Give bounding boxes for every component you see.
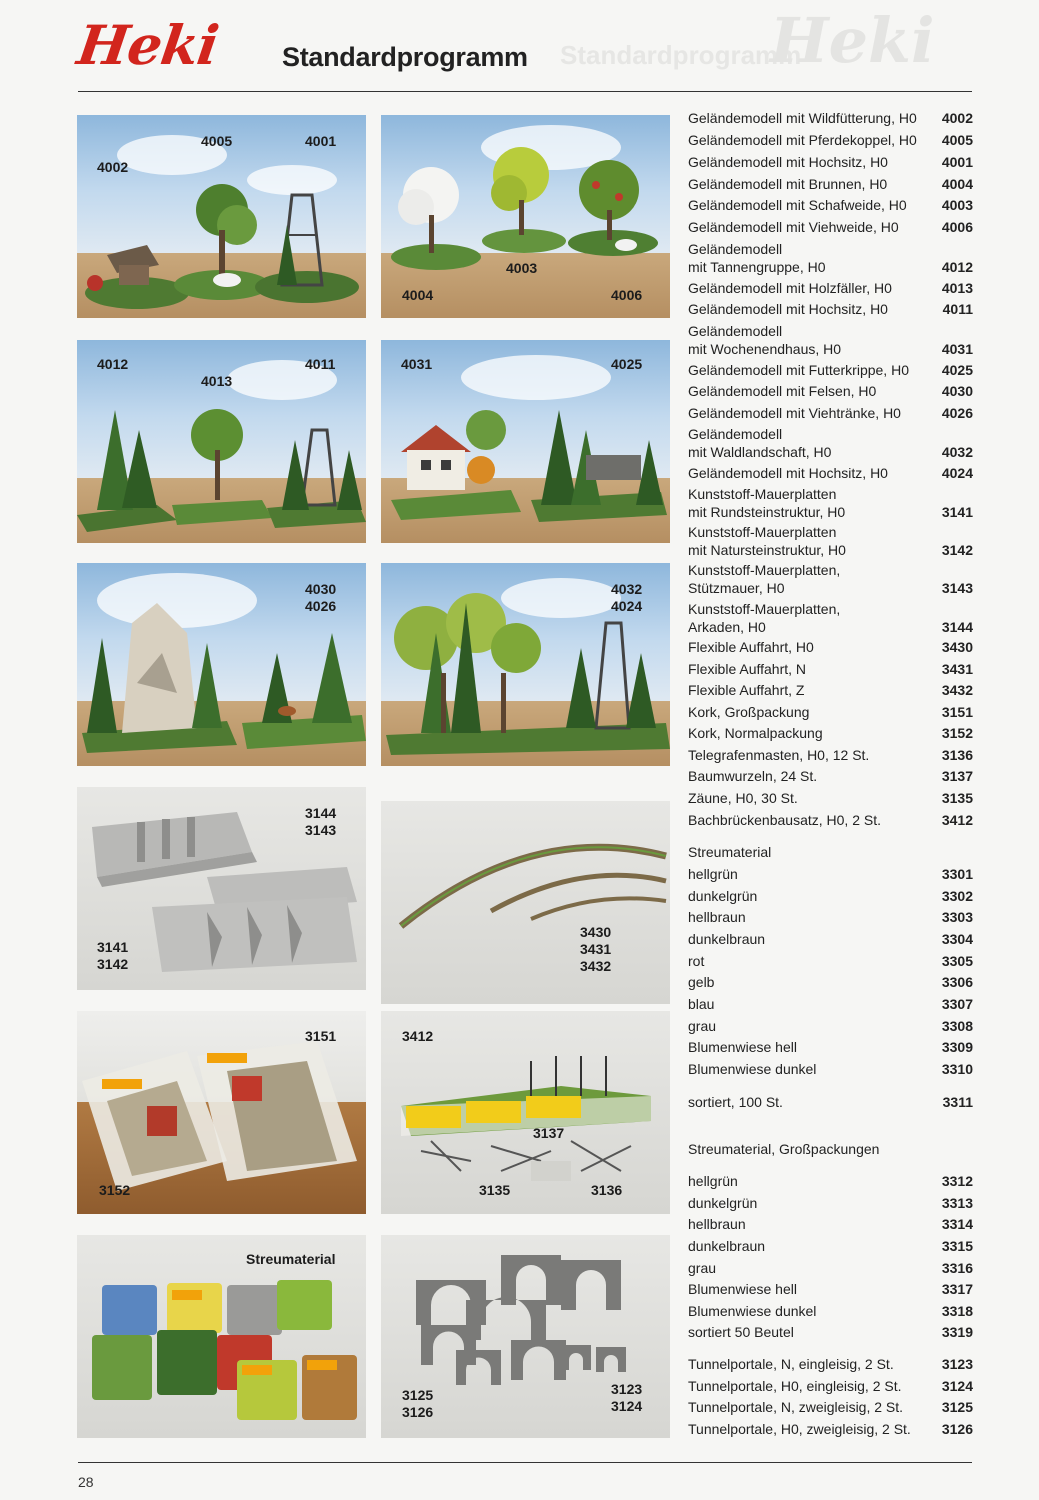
item-number: 4004 bbox=[941, 176, 973, 192]
item-number: 4025 bbox=[941, 362, 973, 378]
item-name-line2: mit Waldlandschaft, H0 bbox=[688, 444, 832, 460]
item-number: 3317 bbox=[941, 1281, 973, 1297]
item-name: Geländemodell bbox=[688, 241, 783, 257]
item-number: 4005 bbox=[941, 132, 973, 148]
item-number: 4024 bbox=[941, 465, 973, 481]
item-name: Telegrafenmasten, H0, 12 St. bbox=[688, 747, 870, 763]
label-4032-4024 bbox=[611, 581, 642, 615]
item-name: Kork, Normalpackung bbox=[688, 725, 823, 741]
item-number: 4003 bbox=[941, 197, 973, 213]
label-4030: 4030 bbox=[305, 581, 337, 597]
item-name: Geländemodell mit Viehtränke, H0 bbox=[688, 405, 901, 421]
item-name: hellbraun bbox=[688, 909, 746, 925]
top-rule bbox=[78, 91, 972, 92]
item-number: 3125 bbox=[941, 1399, 973, 1415]
label-4012: 4012 bbox=[97, 356, 129, 372]
item-number: 4006 bbox=[941, 219, 973, 235]
item-name: dunkelgrün bbox=[688, 888, 758, 904]
label-4001: 4001 bbox=[305, 133, 337, 149]
item-name: Blumenwiese dunkel bbox=[688, 1061, 817, 1077]
label-3430: 3430 bbox=[580, 924, 612, 940]
ghost-title-watermark: Standardprogramm bbox=[560, 40, 802, 70]
photo-3151-3152 bbox=[77, 1011, 366, 1214]
label-3124: 3124 bbox=[611, 1398, 643, 1414]
item-number: 3412 bbox=[941, 812, 973, 828]
section-heading-grosspackungen: Streumaterial, Großpackungen bbox=[688, 1141, 880, 1157]
item-name-line2: Arkaden, H0 bbox=[688, 619, 766, 635]
photo-4002-4005-4001 bbox=[77, 115, 366, 318]
label-4030-4026 bbox=[305, 581, 336, 615]
label-4002: 4002 bbox=[97, 159, 129, 175]
item-number: 4012 bbox=[941, 259, 973, 275]
item-name: Geländemodell mit Holzfäller, H0 bbox=[688, 280, 892, 296]
item-number: 3306 bbox=[941, 974, 973, 990]
item-number: 4032 bbox=[941, 444, 973, 460]
label-3123: 3123 bbox=[611, 1381, 643, 1397]
item-number: 3307 bbox=[941, 996, 973, 1012]
list-item bbox=[688, 239, 973, 277]
item-name: Blumenwiese dunkel bbox=[688, 1303, 817, 1319]
label-4011: 4011 bbox=[305, 356, 336, 372]
label-3143: 3143 bbox=[305, 822, 337, 838]
item-name: grau bbox=[688, 1260, 717, 1276]
item-name: Tunnelportale, H0, eingleisig, 2 St. bbox=[688, 1378, 902, 1394]
item-name: Zäune, H0, 30 St. bbox=[688, 790, 798, 806]
item-name: Kunststoff-Mauerplatten bbox=[688, 486, 837, 502]
item-name: hellbraun bbox=[688, 1216, 746, 1232]
item-name: Geländemodell mit Pferdekoppel, H0 bbox=[688, 132, 917, 148]
item-number: 3316 bbox=[941, 1260, 973, 1276]
label-3135: 3135 bbox=[479, 1182, 511, 1198]
label-3144: 3144 bbox=[305, 805, 337, 821]
label-3137: 3137 bbox=[533, 1125, 565, 1141]
item-name-line2: mit Wochenendhaus, H0 bbox=[688, 341, 842, 357]
label-3125: 3125 bbox=[402, 1387, 434, 1403]
label-3123-3124 bbox=[611, 1381, 642, 1415]
label-3141-3142 bbox=[97, 939, 128, 973]
item-number: 3319 bbox=[941, 1324, 973, 1340]
item-number: 3431 bbox=[941, 661, 973, 677]
item-name: Tunnelportale, N, zweigleisig, 2 St. bbox=[688, 1399, 904, 1415]
photo-3144-3143-3141-3142 bbox=[77, 787, 366, 990]
item-name: Tunnelportale, H0, zweigleisig, 2 St. bbox=[688, 1421, 911, 1437]
label-3144-3143 bbox=[305, 805, 336, 839]
item-name: Geländemodell mit Schafweide, H0 bbox=[688, 197, 907, 213]
item-number: 3308 bbox=[941, 1018, 973, 1034]
item-number: 3305 bbox=[941, 953, 973, 969]
photo-4032-4024 bbox=[381, 563, 670, 766]
item-name: sortiert 50 Beutel bbox=[688, 1324, 794, 1340]
item-number: 3144 bbox=[941, 619, 973, 635]
item-number: 3124 bbox=[941, 1378, 973, 1394]
page-title: Standardprogramm bbox=[282, 42, 528, 72]
item-name: Kunststoff-Mauerplatten, bbox=[688, 601, 841, 617]
item-name: grau bbox=[688, 1018, 717, 1034]
item-number: 3314 bbox=[941, 1216, 973, 1232]
label-4013: 4013 bbox=[201, 373, 233, 389]
label-4003: 4003 bbox=[506, 260, 538, 276]
label-4025: 4025 bbox=[611, 356, 643, 372]
item-name: sortiert, 100 St. bbox=[688, 1094, 783, 1110]
label-4005: 4005 bbox=[201, 133, 233, 149]
list-item bbox=[688, 522, 973, 560]
item-number: 3302 bbox=[941, 888, 973, 904]
label-3412: 3412 bbox=[402, 1028, 434, 1044]
item-name: hellgrün bbox=[688, 1173, 738, 1189]
item-number: 3141 bbox=[941, 504, 973, 520]
photo-4031-4025 bbox=[381, 340, 670, 543]
label-4026: 4026 bbox=[305, 598, 337, 614]
item-name: Geländemodell mit Felsen, H0 bbox=[688, 383, 877, 399]
item-name: dunkelgrün bbox=[688, 1195, 758, 1211]
label-3136: 3136 bbox=[591, 1182, 623, 1198]
item-number: 3432 bbox=[941, 682, 973, 698]
item-number: 4002 bbox=[941, 110, 973, 126]
item-number: 3309 bbox=[941, 1039, 973, 1055]
item-number: 3315 bbox=[941, 1238, 973, 1254]
item-number: 4026 bbox=[941, 405, 973, 421]
label-4032: 4032 bbox=[611, 581, 643, 597]
photo-streumaterial bbox=[77, 1235, 366, 1438]
item-number: 4001 bbox=[941, 154, 973, 170]
item-number: 4031 bbox=[941, 341, 973, 357]
item-name-line2: mit Natursteinstruktur, H0 bbox=[688, 542, 846, 558]
label-3151: 3151 bbox=[305, 1028, 337, 1044]
item-number: 3143 bbox=[941, 580, 973, 596]
item-number: 3142 bbox=[941, 542, 973, 558]
item-number: 4011 bbox=[942, 301, 973, 317]
flexible-ramps-scene bbox=[381, 801, 670, 1004]
heki-logo: Heki bbox=[73, 13, 222, 77]
list-item bbox=[688, 484, 973, 522]
item-number: 3151 bbox=[941, 704, 973, 720]
item-name: Geländemodell mit Futterkrippe, H0 bbox=[688, 362, 909, 378]
photo-4003-4004-4006 bbox=[381, 115, 670, 318]
item-number: 3303 bbox=[941, 909, 973, 925]
label-3142: 3142 bbox=[97, 956, 129, 972]
label-4006: 4006 bbox=[611, 287, 643, 303]
page-header bbox=[0, 0, 1039, 95]
item-name: Geländemodell mit Hochsitz, H0 bbox=[688, 465, 888, 481]
item-number: 3311 bbox=[942, 1094, 973, 1110]
item-name: dunkelbraun bbox=[688, 931, 766, 947]
item-name: Geländemodell mit Brunnen, H0 bbox=[688, 176, 888, 192]
photo-3125-3126-3123-3124 bbox=[381, 1235, 670, 1438]
item-name: Geländemodell mit Viehweide, H0 bbox=[688, 219, 899, 235]
item-number: 3318 bbox=[941, 1303, 973, 1319]
label-3430-3431-3432 bbox=[580, 924, 611, 975]
photo-3430-3431-3432 bbox=[381, 801, 670, 1004]
ghost-logo-watermark: Heki bbox=[770, 4, 935, 77]
item-name-line2: mit Rundsteinstruktur, H0 bbox=[688, 504, 846, 520]
item-name: Kork, Großpackung bbox=[688, 704, 810, 720]
item-name: Geländemodell bbox=[688, 323, 783, 339]
item-number: 4030 bbox=[941, 383, 973, 399]
item-name: Geländemodell mit Hochsitz, H0 bbox=[688, 301, 888, 317]
label-streumaterial: Streumaterial bbox=[246, 1251, 336, 1267]
item-name: dunkelbraun bbox=[688, 1238, 766, 1254]
list-item bbox=[688, 560, 973, 598]
label-4004: 4004 bbox=[402, 287, 434, 303]
item-name: Kunststoff-Mauerplatten bbox=[688, 524, 837, 540]
list-item bbox=[688, 424, 973, 462]
item-number: 3301 bbox=[941, 866, 973, 882]
bottom-rule bbox=[78, 1462, 972, 1463]
item-number: 3126 bbox=[941, 1421, 973, 1437]
label-4031: 4031 bbox=[401, 356, 433, 372]
item-name: Flexible Auffahrt, H0 bbox=[688, 639, 814, 655]
section-heading-streumaterial: Streumaterial bbox=[688, 844, 772, 860]
label-3152: 3152 bbox=[99, 1182, 131, 1198]
item-name: Tunnelportale, N, eingleisig, 2 St. bbox=[688, 1356, 894, 1372]
item-name-line2: Stützmauer, H0 bbox=[688, 580, 785, 596]
item-number: 3312 bbox=[941, 1173, 973, 1189]
item-name: Flexible Auffahrt, N bbox=[688, 661, 807, 677]
page-number: 28 bbox=[78, 1474, 94, 1490]
item-name-line2: mit Tannengruppe, H0 bbox=[688, 259, 826, 275]
photo-4030-4026 bbox=[77, 563, 366, 766]
item-name: Kunststoff-Mauerplatten, bbox=[688, 562, 841, 578]
label-4024: 4024 bbox=[611, 598, 643, 614]
item-name: Blumenwiese hell bbox=[688, 1281, 797, 1297]
label-3125-3126 bbox=[402, 1387, 433, 1421]
item-name: Geländemodell mit Wildfütterung, H0 bbox=[688, 110, 917, 126]
item-number: 3135 bbox=[941, 790, 973, 806]
item-name: Blumenwiese hell bbox=[688, 1039, 797, 1055]
label-3432: 3432 bbox=[580, 958, 612, 974]
item-number: 3430 bbox=[941, 639, 973, 655]
label-3431: 3431 bbox=[580, 941, 612, 957]
item-name: rot bbox=[688, 953, 705, 969]
item-name: gelb bbox=[688, 974, 715, 990]
item-number: 3123 bbox=[941, 1356, 973, 1372]
item-name: hellgrün bbox=[688, 866, 738, 882]
item-number: 3304 bbox=[941, 931, 973, 947]
item-name: Geländemodell bbox=[688, 426, 783, 442]
item-name: blau bbox=[688, 996, 715, 1012]
item-number: 4013 bbox=[941, 280, 973, 296]
item-number: 3137 bbox=[941, 768, 973, 784]
label-3126: 3126 bbox=[402, 1404, 434, 1420]
item-number: 3136 bbox=[941, 747, 973, 763]
list-item bbox=[688, 599, 973, 637]
item-name: Geländemodell mit Hochsitz, H0 bbox=[688, 154, 888, 170]
item-name: Flexible Auffahrt, Z bbox=[688, 682, 805, 698]
list-item bbox=[688, 321, 973, 359]
label-3141: 3141 bbox=[97, 939, 129, 955]
item-number: 3152 bbox=[941, 725, 973, 741]
item-number: 3310 bbox=[941, 1061, 973, 1077]
item-number: 3313 bbox=[941, 1195, 973, 1211]
photo-3412-3137-3135-3136 bbox=[381, 1011, 670, 1214]
photo-4012-4013-4011 bbox=[77, 340, 366, 543]
item-name: Bachbrückenbausatz, H0, 2 St. bbox=[688, 812, 881, 828]
item-name: Baumwurzeln, 24 St. bbox=[688, 768, 818, 784]
